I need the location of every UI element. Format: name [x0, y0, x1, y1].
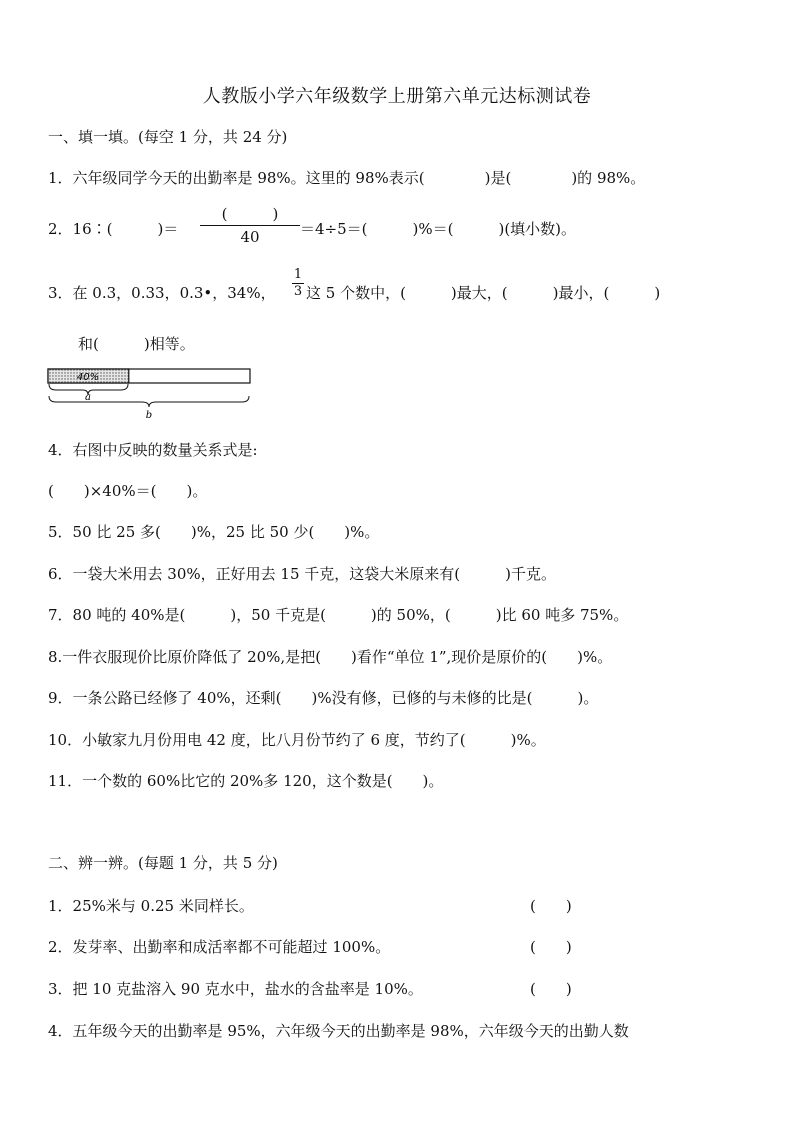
- percent-bar-diagram: [46, 366, 256, 426]
- question-1-9: 9．一条公路已经修了 40%，还剩( )%没有修，已修的与未修的比是( )。: [48, 689, 599, 707]
- question-2-2: 2．发芽率、出勤率和成活率都不可能超过 100%。: [48, 938, 391, 956]
- question-1-3-continued: 和( )相等。: [78, 335, 195, 353]
- question-2-4: 4．五年级今天的出勤率是 95%，六年级今天的出勤率是 98%，六年级今天的出勤人数: [48, 1022, 629, 1040]
- question-2-1: 1．25%米与 0.25 米同样长。: [48, 897, 254, 915]
- fraction-numerator: 1: [293, 267, 303, 282]
- question-1-2-right: ＝4÷5＝( )%＝( )(填小数)。: [300, 220, 577, 238]
- answer-box-2-2[interactable]: ( ): [530, 938, 572, 956]
- section-1-heading: 一、填一填。(每空 1 分，共 24 分): [48, 128, 288, 146]
- question-1-8: 8.一件衣服现价比原价降低了 20%,是把( )看作“单位 1”,现价是原价的( )%。: [48, 648, 613, 666]
- fraction-numerator: ( ): [221, 205, 279, 223]
- page-title: 人教版小学六年级数学上册第六单元达标测试卷: [202, 86, 592, 107]
- question-2-3: 3．把 10 克盐溶入 90 克水中，盐水的含盐率是 10%。: [48, 980, 423, 998]
- question-1-3-left: 3．在 0.3，0.33，0.3•，34%，: [48, 284, 276, 302]
- fraction-denominator: 3: [293, 284, 303, 299]
- fraction-denominator: 40: [240, 228, 260, 246]
- answer-box-2-1[interactable]: ( ): [530, 897, 572, 915]
- question-1-11: 11．一个数的 60%比它的 20%多 120，这个数是( )。: [48, 772, 444, 790]
- brace-b: [49, 396, 249, 407]
- label-a: a: [85, 392, 91, 403]
- question-1-1: 1．六年级同学今天的出勤率是 98%。这里的 98%表示( )是( )的 98%。: [48, 169, 646, 187]
- question-1-6: 6．一袋大米用去 30%，正好用去 15 千克，这袋大米原来有( )千克。: [48, 565, 556, 583]
- fraction-bar: [200, 225, 300, 226]
- question-1-10: 10．小敏家九月份用电 42 度，比八月份节约了 6 度，节约了( )%。: [48, 731, 546, 749]
- section-2-heading: 二、辨一辨。(每题 1 分，共 5 分): [48, 854, 278, 872]
- question-1-4: 4．右图中反映的数量关系式是:: [48, 441, 258, 459]
- question-1-4-continued: ( )×40%＝( )。: [48, 482, 208, 500]
- label-b: b: [145, 410, 153, 421]
- answer-box-2-3[interactable]: ( ): [530, 980, 572, 998]
- bar-percent-label: 40%: [76, 372, 100, 383]
- question-1-7: 7．80 吨的 40%是( )，50 千克是( )的 50%，( )比 60 吨多 75%。: [48, 606, 629, 624]
- question-1-3-right: 这 5 个数中，( )最大，( )最小，( ): [306, 284, 661, 302]
- question-1-3-fraction: [292, 268, 304, 299]
- question-1-2-fraction: [200, 205, 300, 246]
- question-1-5: 5．50 比 25 多( )%，25 比 50 少( )%。: [48, 523, 380, 541]
- question-1-2-left: 2．16∶( )＝: [48, 220, 179, 238]
